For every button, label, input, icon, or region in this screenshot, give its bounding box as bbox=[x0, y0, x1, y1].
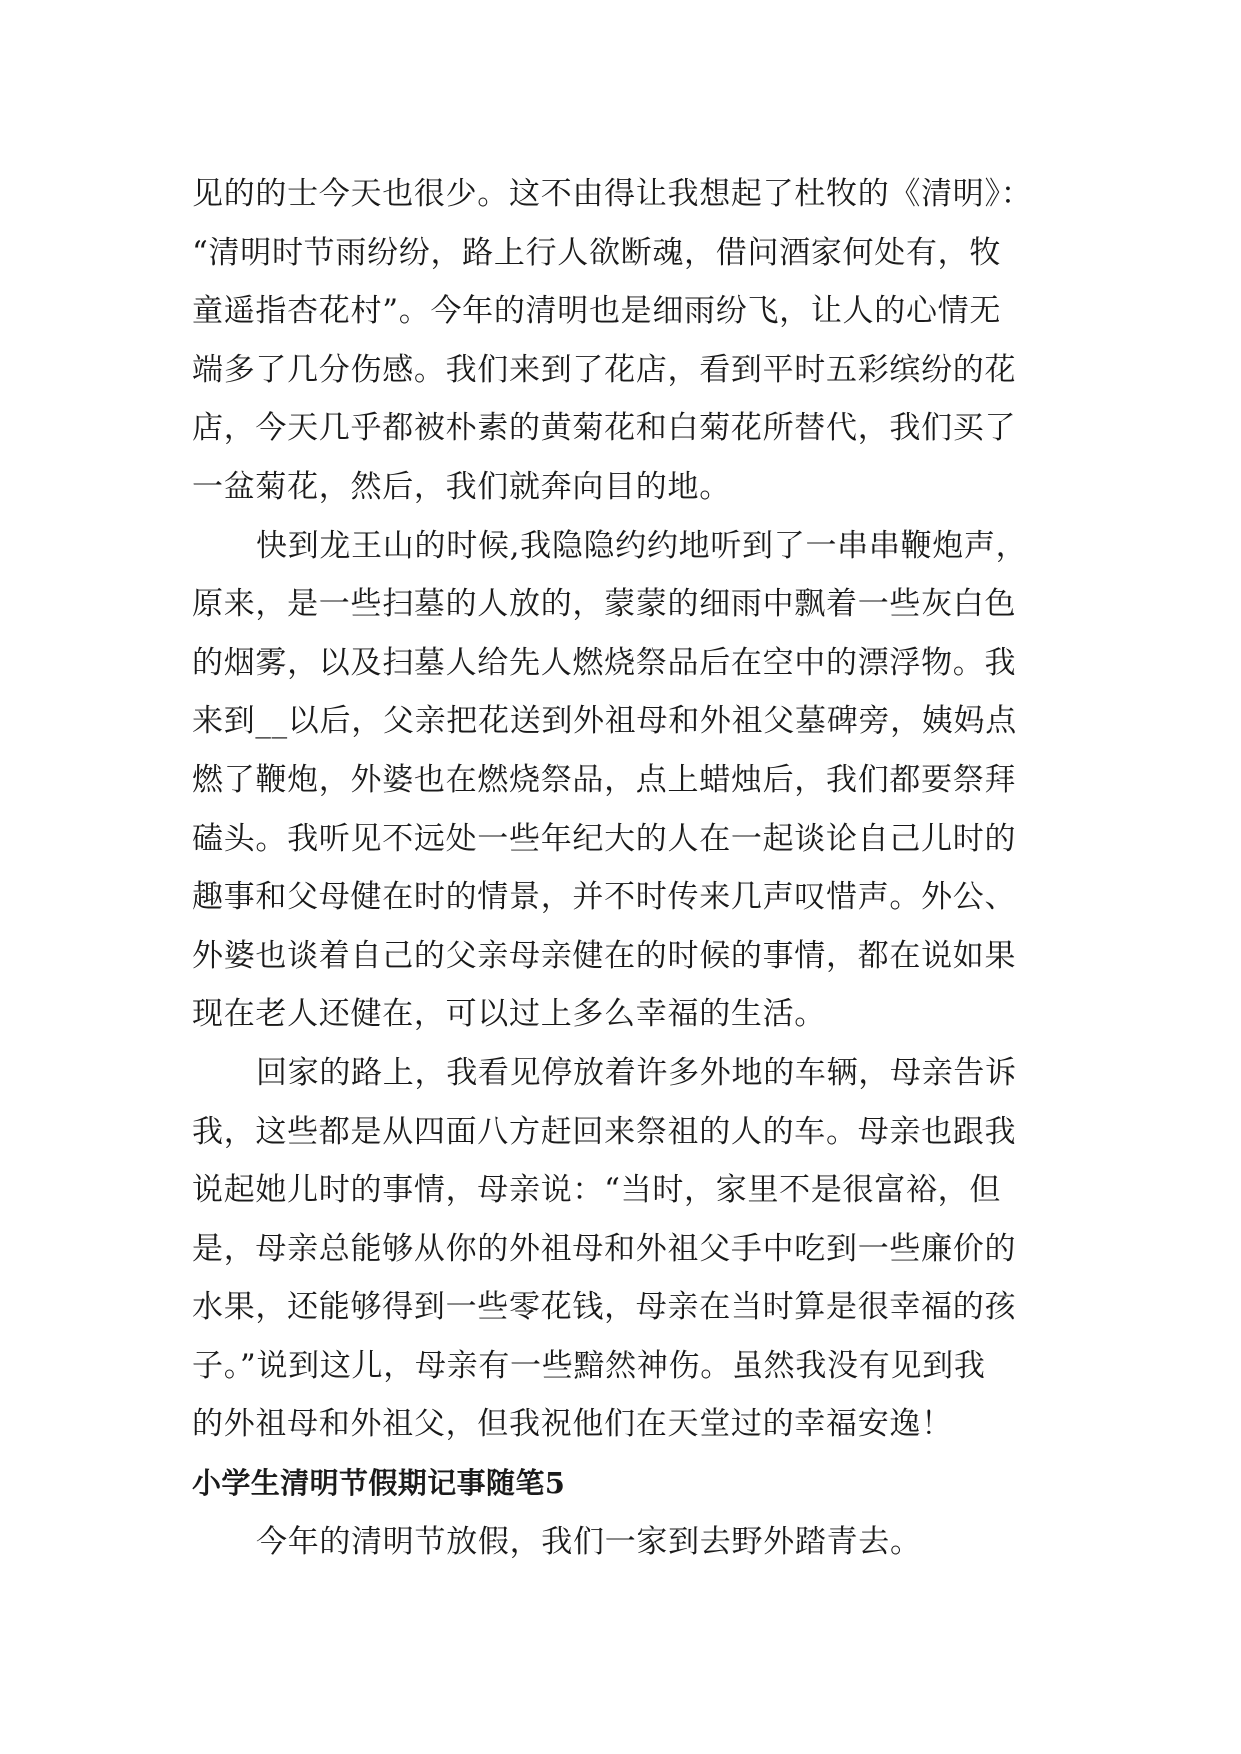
text-line: 现在老人还健在，可以过上多么幸福的生活。 bbox=[192, 996, 826, 1033]
text-line: 趣事和父母健在时的情景，并不时传来几声叹惜声。外公、 bbox=[192, 879, 1017, 916]
text-line: 见的的士今天也很少。这不由得让我想起了杜牧的《清明》： bbox=[192, 176, 1033, 212]
text-line-first bbox=[192, 1513, 1052, 1572]
text-line: 子。”说到这儿，母亲有一些黯然神伤。虽然我没有见到我 bbox=[192, 1347, 986, 1384]
text-line: 一盆菊花，然后，我们就奔向目的地。 bbox=[192, 468, 731, 505]
text-line: 店，今天几乎都被朴素的黄菊花和白菊花所替代，我们买了 bbox=[192, 410, 1017, 447]
text-line: 外婆也谈着自己的父亲母亲健在的时候的事情，都在说如果 bbox=[192, 937, 1017, 974]
paragraph-3 bbox=[192, 1044, 1052, 1454]
text-line: “清明时节雨纷纷，路上行人欲断魂，借问酒家何处有，牧 bbox=[192, 234, 1002, 271]
text-line-first bbox=[192, 517, 1052, 576]
text-line-content: 快到龙王山的时候,我隐隐约约地听到了一串串鞭炮声， bbox=[256, 527, 1028, 564]
text-line: 的外祖母和外祖父，但我祝他们在天堂过的幸福安逸！ bbox=[192, 1406, 953, 1443]
paragraph-2 bbox=[192, 517, 1052, 1044]
text-line: 是，母亲总能够从你的外祖母和外祖父手中吃到一些廉价的 bbox=[192, 1230, 1017, 1267]
text-line: 我，这些都是从四面八方赶回来祭祖的人的车。母亲也跟我 bbox=[192, 1113, 1017, 1150]
paragraph-4 bbox=[192, 1513, 1052, 1572]
text-line: 水果，还能够得到一些零花钱，母亲在当时算是很幸福的孩 bbox=[192, 1289, 1017, 1326]
text-line: 来到__以后，父亲把花送到外祖母和外祖父墓碑旁，姨妈点 bbox=[192, 703, 1017, 740]
text-line: 的烟雾，以及扫墓人给先人燃烧祭品后在空中的漂浮物。我 bbox=[192, 644, 1017, 681]
text-line-content: 今年的清明节放假，我们一家到去野外踏青去。 bbox=[256, 1523, 922, 1560]
text-line: 说起她儿时的事情，母亲说：“当时，家里不是很富裕，但 bbox=[192, 1172, 1002, 1209]
section-heading: 小学生清明节假期记事随笔5 bbox=[192, 1466, 566, 1501]
text-line: 端多了几分伤感。我们来到了花店，看到平时五彩缤纷的花 bbox=[192, 351, 1017, 388]
document-body bbox=[192, 165, 1052, 1571]
paragraph-1 bbox=[192, 165, 1052, 517]
text-line: 童遥指杏花村”。今年的清明也是细雨纷飞，让人的心情无 bbox=[192, 293, 1002, 330]
text-line-first bbox=[192, 1044, 1052, 1103]
text-line-content: 回家的路上，我看见停放着许多外地的车辆，母亲告诉 bbox=[256, 1054, 1017, 1091]
text-line: 原来，是一些扫墓的人放的，蒙蒙的细雨中飘着一些灰白色 bbox=[192, 586, 1017, 623]
text-line: 磕头。我听见不远处一些年纪大的人在一起谈论自己儿时的 bbox=[192, 820, 1017, 857]
text-line: 燃了鞭炮，外婆也在燃烧祭品，点上蜡烛后，我们都要祭拜 bbox=[192, 761, 1017, 798]
